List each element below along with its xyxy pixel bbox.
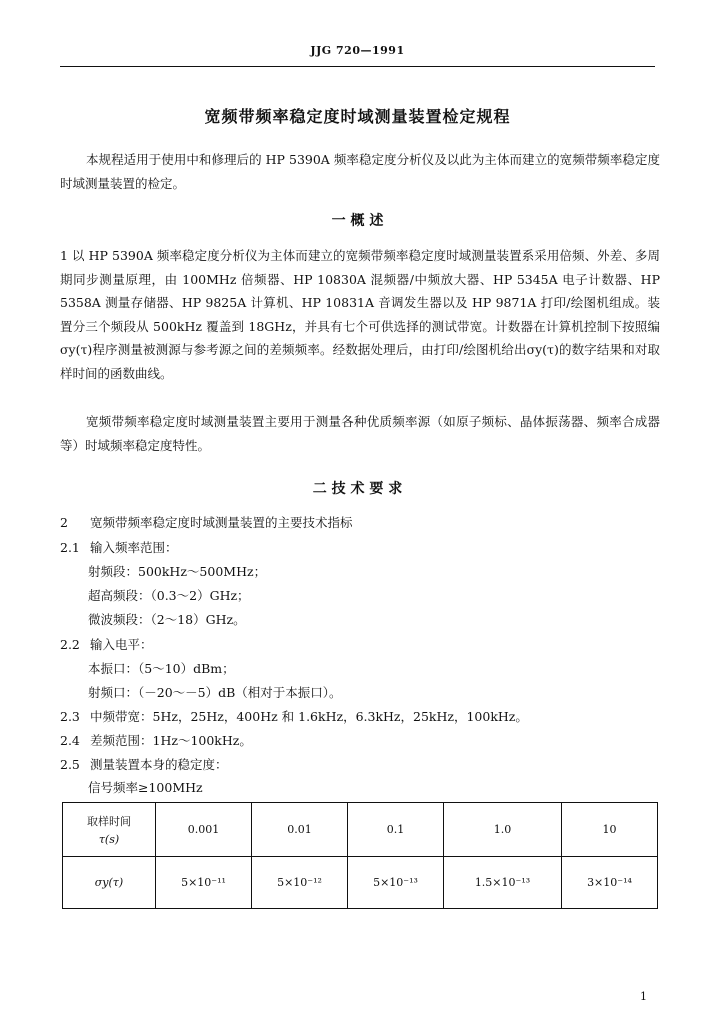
item-text: 中频带宽：5Hz，25Hz，400Hz 和 1.6kHz，6.3kHz，25kHz，100kHz。 (90, 709, 528, 724)
item-number: 2.1 (60, 540, 80, 555)
table-cell: 5×10⁻¹¹ (156, 857, 252, 909)
item-number: 2.2 (60, 637, 80, 652)
table-cell: 5×10⁻¹³ (348, 857, 444, 909)
stability-table (62, 802, 658, 909)
tau-label-cn: 取样时间 (87, 815, 131, 828)
item-2-3 (60, 707, 528, 727)
item-number: 2.5 (60, 757, 80, 772)
table-cell: 0.01 (252, 803, 348, 857)
range-uhf: 超高频段：（0.3～2）GHz； (88, 588, 250, 603)
table-cell: 10 (561, 803, 657, 857)
item-text: 宽频带频率稳定度时域测量装置的主要技术指标 (90, 515, 353, 530)
table-cell: 0.1 (348, 803, 444, 857)
item-text: 输入频率范围： (90, 540, 178, 555)
table-cell: 3×10⁻¹⁴ (561, 857, 657, 909)
range-rf: 射频段：500kHz～500MHz； (88, 564, 267, 579)
level-lo-port: 本振口：（5～10）dBm； (88, 661, 235, 676)
level-rf-port: 射频口：（－20～－5）dB（相对于本振口）。 (88, 685, 342, 700)
intro-paragraph: 本规程适用于使用中和修理后的 HP 5390A 频率稳定度分析仪及以此为主体而建立的宽频带频率稳定度时域测量装置的检定。 (60, 152, 660, 191)
item-2 (60, 513, 353, 533)
table-row-tau (63, 803, 658, 857)
item-number: 2.3 (60, 709, 80, 724)
item-2-4 (60, 731, 252, 751)
section-1-paragraph-1: 1 以 HP 5390A 频率稳定度分析仪为主体而建立的宽频带频率稳定度时域测量装置系采用倍频、外差、多周期同步测量原理，由 100MHz 倍频器、HP 10830A 混频器/中频放大器、HP 5345A 电子计数器、HP 5358A 测量存储器、HP 9825A 计算机、HP 10831A 音调发生器以及 HP 9871A 打印/绘图机组成。装置分三个频段从 500kHz 覆盖到 18GHz，并具有七个可供选择的测试带宽。计数器在计算机控制下按照编σy(τ)程序测量被测源与参考源之间的差频频率。经数据处理后，由打印/绘图机给出σy(τ)的数字结果和对取样时间的函数曲线。 (60, 248, 660, 381)
section-1-paragraph-2: 宽频带频率稳定度时域测量装置主要用于测量各种优质频率源（如原子频标、晶体振荡器、频率合成器等）时域频率稳定度特性。 (60, 414, 660, 453)
table-cell: 0.001 (156, 803, 252, 857)
document-code-header: JJG 720—1991 (310, 44, 405, 57)
item-number: 2 (60, 515, 68, 530)
section-2-heading: 二 技 术 要 求 (312, 481, 403, 497)
item-text: 输入电平： (90, 637, 153, 652)
item-2-5 (60, 755, 228, 775)
range-microwave: 微波频段：（2～18）GHz。 (88, 612, 246, 627)
tau-label-symbol: τ(s) (98, 833, 120, 846)
signal-frequency: 信号频率≥100MHz (88, 780, 203, 795)
table-header-cell (63, 803, 156, 857)
item-text: 差频范围：1Hz～100kHz。 (90, 733, 252, 748)
table-row-sigma (63, 857, 658, 909)
section-1-heading: 一 概 述 (331, 213, 384, 229)
table-cell: 1.5×10⁻¹³ (444, 857, 562, 909)
item-2-2 (60, 635, 153, 655)
table-cell: 5×10⁻¹² (252, 857, 348, 909)
table-cell: 1.0 (444, 803, 562, 857)
item-text: 测量装置本身的稳定度： (90, 757, 228, 772)
page-number: 1 (640, 990, 647, 1003)
document-title: 宽频带频率稳定度时域测量装置检定规程 (204, 107, 511, 126)
item-2-1 (60, 538, 178, 558)
sigma-label: σy(τ) (63, 857, 156, 909)
item-number: 2.4 (60, 733, 80, 748)
header-rule (60, 66, 655, 67)
